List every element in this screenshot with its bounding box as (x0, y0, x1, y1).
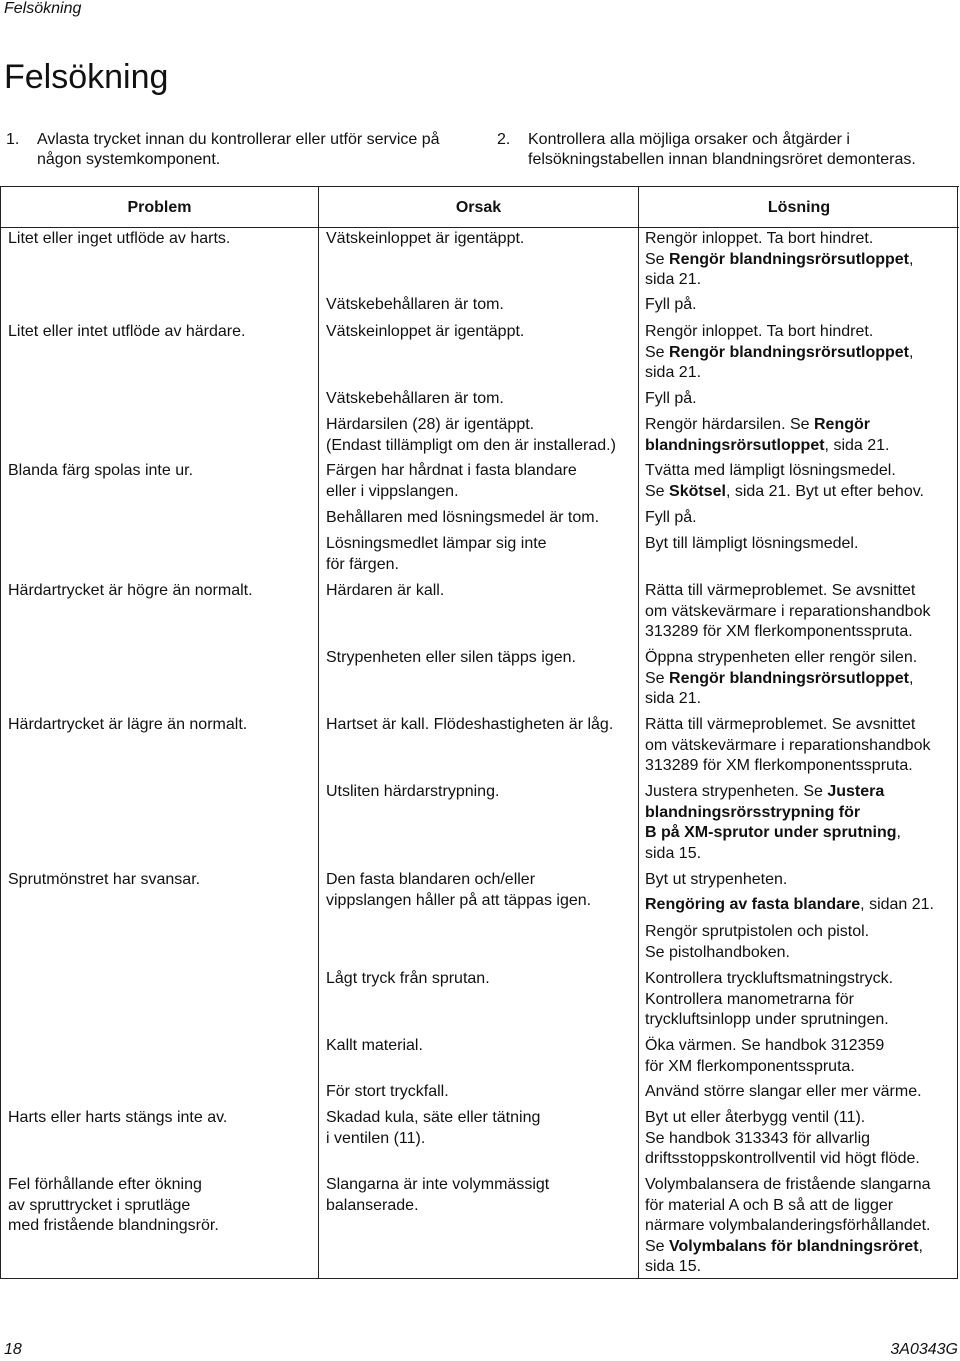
cause-cell (326, 389, 504, 410)
problem-cell (8, 322, 245, 343)
problem-cell (8, 461, 193, 482)
solution-cell (645, 870, 787, 891)
cause-cell (326, 322, 524, 343)
problem-cell (8, 870, 200, 891)
text-segment: Fyll på. (645, 509, 697, 526)
text-segment: för material A och B så att de ligger (645, 1196, 894, 1214)
text-segment: Öka värmen. Se handbok 312359 (645, 1037, 885, 1054)
cause-cell (326, 581, 444, 602)
cell-line (645, 1257, 931, 1278)
cause-cell (326, 969, 490, 990)
cell-line (645, 823, 901, 844)
cell-line (645, 343, 913, 364)
text-segment: närmare volymbalanderingsförhållandet. (645, 1217, 931, 1234)
cell-line: Litet eller inget utflöde av harts. (8, 230, 231, 247)
cell-line: Skadad kula, säte eller tätning (326, 1109, 541, 1126)
text-segment: om vätskevärmare i reparationshandbok (645, 736, 931, 754)
cause-cell (326, 534, 547, 575)
cross-reference: B på XM-sprutor under sprutning (645, 824, 897, 841)
solution-cell (645, 1175, 931, 1278)
text-segment: sida 15. (645, 844, 702, 862)
solution-cell (645, 508, 697, 529)
text-segment: Rengör inloppet. Ta bort hindret. (645, 230, 874, 247)
cell-line (645, 715, 930, 736)
cause-cell (326, 229, 524, 250)
solution-cell (645, 895, 934, 916)
cell-line (645, 508, 697, 529)
cause-cell (326, 415, 616, 456)
solution-cell (645, 715, 930, 777)
cross-reference: Rengör blandningsrörsutloppet (669, 250, 910, 268)
cell-line (645, 534, 858, 555)
cell-line (645, 1129, 920, 1150)
header-cause: Orsak (455, 199, 502, 216)
cell-line: vippslangen håller på att täppas igen. (326, 891, 592, 909)
cell-line: Strypenheten eller silen täpps igen. (326, 649, 576, 666)
step-text: Avlasta trycket innan du kontrollerar eller utför service på någon systemkomponent. (37, 131, 440, 168)
intro-step-2 (497, 130, 957, 170)
page-number: 18 (4, 1341, 22, 1358)
text-segment: Byt till lämpligt lösningsmedel. (645, 535, 859, 552)
text-segment: 313289 för XM flerkomponentsspruta. (645, 757, 913, 774)
troubleshooting-table (0, 186, 958, 1279)
text-segment: Justera strypenheten. Se (645, 783, 828, 800)
text-segment: driftsstoppskontrollventil vid högt flöde. (645, 1150, 920, 1167)
cell-line (645, 756, 930, 777)
cross-reference: Rengöring av fasta blandare (645, 896, 861, 913)
cell-line: Fel förhållande efter ökning (8, 1176, 202, 1193)
solution-cell (645, 1108, 920, 1170)
cause-cell (326, 295, 504, 316)
solution-cell (645, 648, 917, 710)
cell-line (645, 436, 889, 457)
text-segment: , sidan 21. (860, 896, 934, 913)
text-segment: , sida 21. (824, 436, 890, 454)
cross-reference: Rengör (813, 416, 870, 433)
page-title: Felsökning (4, 58, 169, 96)
cell-line (645, 689, 917, 710)
solution-cell (645, 581, 930, 643)
cell-line (645, 415, 889, 436)
cell-line: Slangarna är inte volymmässigt (326, 1176, 550, 1193)
cause-cell (326, 508, 599, 529)
text-segment: Byt ut strypenheten. (645, 871, 788, 888)
cell-line: Utsliten härdarstrypning. (326, 783, 500, 800)
cell-line (645, 1196, 931, 1217)
cell-line (645, 895, 934, 916)
cell-line (645, 270, 913, 291)
solution-cell (645, 295, 697, 316)
cell-line: balanserade. (326, 1196, 419, 1214)
solution-cell (645, 922, 869, 963)
text-segment: Se (645, 669, 670, 687)
cell-line: Den fasta blandaren och/eller (326, 871, 536, 888)
cell-line: Sprutmönstret har svansar. (8, 871, 201, 888)
text-segment: sida 21. (645, 271, 702, 288)
cross-reference: Volymbalans för blandningsröret (669, 1237, 919, 1255)
cell-line: för färgen. (326, 555, 399, 573)
text-segment: Kontrollera manometrarna för (645, 990, 854, 1008)
problem-cell (8, 715, 247, 736)
cross-reference: blandningsrörsutloppet (645, 436, 825, 454)
cell-line (645, 648, 917, 669)
cell-line (645, 844, 901, 865)
text-segment: Se (645, 1237, 670, 1255)
cell-line: Härdaren är kall. (326, 582, 445, 599)
solution-cell (645, 415, 889, 456)
text-segment: Se (645, 482, 670, 500)
cell-line (645, 1057, 884, 1078)
cell-line (645, 1216, 931, 1237)
text-segment: tryckluftsinlopp under sprutningen. (645, 1011, 889, 1028)
cell-line: Härdartrycket är lägre än normalt. (8, 716, 248, 733)
step-number: 1. (6, 131, 20, 148)
cause-cell (326, 648, 576, 669)
cell-line: eller i vippslangen. (326, 482, 459, 500)
cell-line: av spruttrycket i sprutläge (8, 1196, 191, 1214)
problem-cell (8, 1108, 227, 1129)
cell-line: Härdarsilen (28) är igentäppt. (326, 416, 535, 433)
solution-cell (645, 969, 893, 1031)
cell-line (645, 922, 869, 943)
cell-line (645, 1237, 931, 1258)
text-segment: Byt ut eller återbygg ventil (11). (645, 1109, 866, 1126)
solution-cell (645, 389, 697, 410)
text-segment: Rengör sprutpistolen och pistol. (645, 923, 870, 940)
cause-cell (326, 1108, 540, 1149)
text-segment: sida 21. (645, 690, 702, 707)
cross-reference: blandningsrörsstrypning för (645, 803, 861, 821)
text-segment: 313289 för XM flerkomponentsspruta. (645, 623, 913, 640)
solution-cell (645, 782, 901, 864)
cause-cell (326, 782, 499, 803)
table-header-row (1, 186, 959, 228)
text-segment: Fyll på. (645, 390, 697, 407)
text-segment: sida 15. (645, 1258, 702, 1275)
cell-line (645, 1149, 920, 1170)
cell-line (645, 943, 869, 964)
text-segment: Rengör härdarsilen. Se (645, 416, 814, 433)
cell-line: För stort tryckfall. (326, 1083, 449, 1100)
text-segment: Tvätta med lämpligt lösningsmedel. (645, 462, 896, 479)
cell-line: Blanda färg spolas inte ur. (8, 462, 194, 479)
text-segment: Se handbok 313343 för allvarlig (645, 1129, 871, 1147)
cell-line: Vätskeinloppet är igentäppt. (326, 323, 525, 340)
text-segment: Rätta till värmeproblemet. Se avsnittet (645, 716, 916, 733)
cell-line (645, 1082, 922, 1103)
solution-cell (645, 229, 913, 291)
cell-line (645, 782, 901, 803)
step-text: Kontrollera alla möjliga orsaker och åtgärder i felsökningstabellen innan blandningsröret demonteras. (528, 131, 916, 168)
cell-line: Hartset är kall. Flödeshastigheten är låg. (326, 716, 614, 733)
cell-line: Lösningsmedlet lämpar sig inte (326, 535, 547, 552)
text-segment: , sida 21. Byt ut efter behov. (725, 482, 924, 500)
cell-line: Behållaren med lösningsmedel är tom. (326, 509, 600, 526)
text-segment: Se (645, 250, 670, 268)
text-segment: , (918, 1237, 923, 1255)
cell-line (645, 1036, 884, 1057)
cause-cell (326, 461, 577, 502)
cell-line: Litet eller intet utflöde av härdare. (8, 323, 246, 340)
text-segment: för XM flerkomponentsspruta. (645, 1057, 855, 1075)
text-segment: , (896, 824, 901, 841)
cell-line (645, 969, 893, 990)
cell-line: Färgen har hårdnat i fasta blandare (326, 462, 577, 479)
header-solution: Lösning (767, 199, 831, 216)
text-segment: Se pistolhandboken. (645, 943, 790, 961)
column-divider (638, 186, 639, 1278)
cause-cell (326, 1082, 449, 1103)
cell-line: Vätskeinloppet är igentäppt. (326, 230, 525, 247)
cell-line: Kallt material. (326, 1037, 423, 1054)
cell-line: Lågt tryck från sprutan. (326, 970, 490, 987)
cause-cell (326, 1036, 423, 1057)
cell-line (645, 870, 787, 891)
cell-line: Vätskebehållaren är tom. (326, 296, 504, 313)
solution-cell (645, 322, 913, 384)
cell-line: (Endast tillämpligt om den är installerad.) (326, 436, 616, 454)
problem-cell (8, 1175, 219, 1237)
running-header: Felsökning (4, 0, 82, 17)
cell-line: Härdartrycket är högre än normalt. (8, 582, 253, 599)
solution-cell (645, 534, 858, 555)
text-segment: Kontrollera tryckluftsmatningstryck. (645, 970, 894, 987)
cross-reference: Rengör blandningsrörsutloppet (669, 343, 910, 361)
cell-line (645, 622, 930, 643)
text-segment: Fyll på. (645, 296, 697, 313)
cell-line (645, 461, 924, 482)
cell-line: Harts eller harts stängs inte av. (8, 1109, 228, 1126)
cause-cell (326, 870, 591, 911)
cell-line (645, 581, 930, 602)
text-segment: om vätskevärmare i reparationshandbok (645, 602, 931, 620)
problem-cell (8, 581, 253, 602)
cell-line: Vätskebehållaren är tom. (326, 390, 504, 407)
text-segment: , (909, 343, 914, 361)
column-divider (318, 186, 319, 1278)
document-code: 3A0343G (890, 1341, 958, 1358)
solution-cell (645, 1082, 922, 1103)
text-segment: Använd större slangar eller mer värme. (645, 1083, 922, 1100)
intro-step-1 (6, 130, 476, 170)
cell-line (645, 389, 697, 410)
cell-line (645, 1010, 893, 1031)
text-segment: , (909, 669, 914, 687)
cell-line (645, 295, 697, 316)
text-segment: sida 21. (645, 364, 702, 381)
solution-cell (645, 461, 924, 502)
cause-cell (326, 715, 613, 736)
cell-line (645, 250, 913, 271)
cell-line: i ventilen (11). (326, 1129, 426, 1147)
text-segment: Se (645, 343, 670, 361)
cell-line (645, 1175, 931, 1196)
cause-cell (326, 1175, 549, 1216)
cell-line (645, 229, 913, 250)
text-segment: Rätta till värmeproblemet. Se avsnittet (645, 582, 916, 599)
cell-line (645, 990, 893, 1011)
cell-line (645, 363, 913, 384)
text-segment: , (909, 250, 914, 268)
text-segment: Volymbalansera de fristående slangarna (645, 1176, 931, 1193)
step-number: 2. (497, 131, 511, 148)
cell-line (645, 322, 913, 343)
cross-reference: Skötsel (669, 482, 726, 500)
cell-line: med fristående blandningsrör. (8, 1217, 219, 1234)
cell-line (645, 602, 930, 623)
cell-line (645, 669, 917, 690)
cell-line (645, 1108, 920, 1129)
cross-reference: Justera (827, 783, 885, 800)
cross-reference: Rengör blandningsrörsutloppet (669, 669, 910, 687)
header-problem: Problem (127, 199, 192, 216)
cell-line (645, 736, 930, 757)
text-segment: Rengör inloppet. Ta bort hindret. (645, 323, 874, 340)
problem-cell (8, 229, 230, 250)
cell-line (645, 482, 924, 503)
cell-line (645, 803, 901, 824)
solution-cell (645, 1036, 884, 1077)
text-segment: Öppna strypenheten eller rengör silen. (645, 649, 918, 666)
